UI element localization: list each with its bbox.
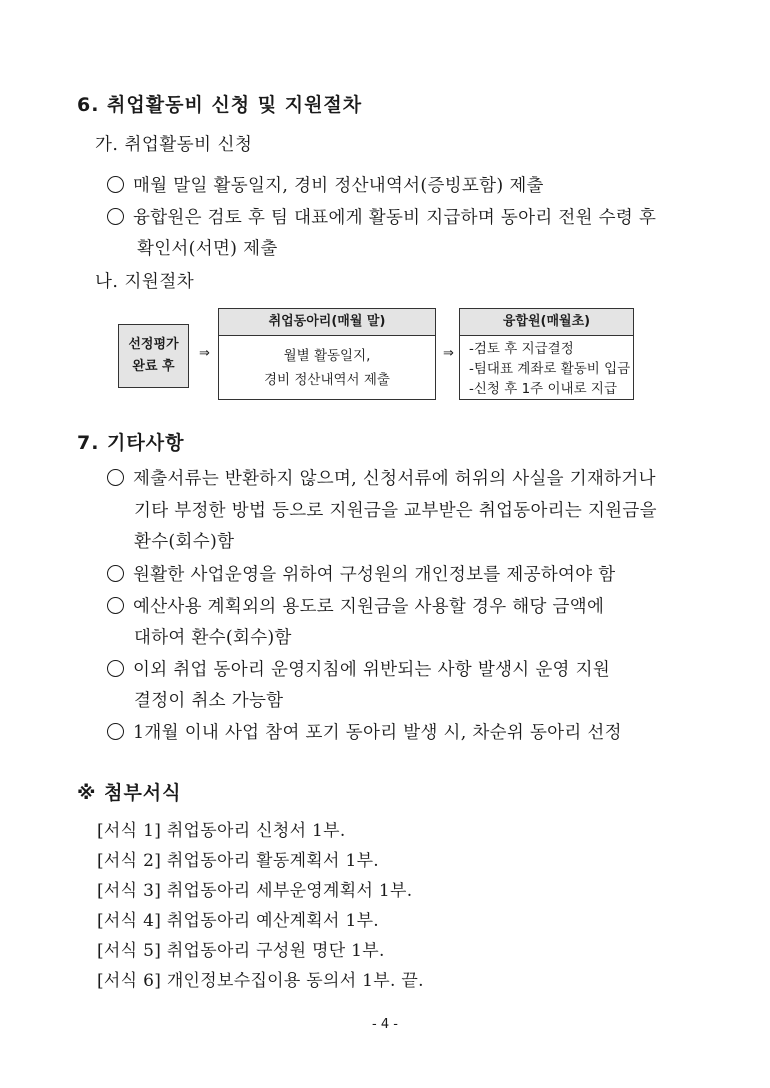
attachment-item: [서식 1] 취업동아리 신청서 1부. — [97, 821, 346, 841]
circle-bullet-icon — [107, 208, 124, 225]
list-item-continuation: 확인서(서면) 제출 — [137, 239, 278, 259]
circle-bullet-icon — [107, 660, 124, 677]
list-item: 예산사용 계획외의 용도로 지원금을 사용할 경우 해당 금액에 — [107, 593, 604, 618]
flow-box-selection-line2: 완료 후 — [132, 359, 175, 374]
list-item-continuation: 환수(회수)함 — [134, 532, 235, 552]
flow-box-institute — [459, 308, 634, 400]
circle-bullet-icon — [107, 597, 124, 614]
list-item-continuation: 결정이 취소 가능함 — [134, 691, 284, 711]
list-item: 융합원은 검토 후 팀 대표에게 활동비 지급하며 동아리 전원 수령 후 — [107, 204, 656, 229]
circle-bullet-icon — [107, 469, 124, 486]
flow-box-club — [218, 308, 436, 400]
flow-box-selection-line1: 선정평가 — [128, 337, 179, 352]
attachment-item: [서식 2] 취업동아리 활동계획서 1부. — [97, 851, 380, 871]
flow-box-institute-line2: -팀대표 계좌로 활동비 입금 — [469, 361, 631, 377]
list-item: 제출서류는 반환하지 않으며, 신청서류에 허위의 사실을 기재하거나 — [107, 465, 656, 490]
list-item-continuation: 기타 부정한 방법 등으로 지원금을 교부받은 취업동아리는 지원금을 — [134, 501, 657, 521]
attachments-heading: ※ 첨부서식 — [77, 782, 182, 804]
attachment-item: [서식 4] 취업동아리 예산계획서 1부. — [97, 911, 380, 931]
attachment-item: [서식 3] 취업동아리 세부운영계획서 1부. — [97, 881, 413, 901]
list-item: 1개월 이내 사업 참여 포기 동아리 발생 시, 차순위 동아리 선정 — [107, 719, 622, 744]
flow-box-club-line2: 경비 정산내역서 제출 — [264, 372, 390, 388]
attachment-item: [서식 6] 개인정보수집이용 동의서 1부. 끝. — [97, 971, 424, 991]
list-item: 이외 취업 동아리 운영지침에 위반되는 사항 발생시 운영 지원 — [107, 656, 610, 681]
arrow-right-icon: ⇒ — [199, 346, 210, 361]
list-item-continuation: 대하여 환수(회수)함 — [134, 628, 292, 648]
section6-sub-b: 나. 지원절차 — [95, 272, 195, 292]
attachment-item: [서식 5] 취업동아리 구성원 명단 1부. — [97, 941, 385, 961]
flow-box-institute-line3: -신청 후 1주 이내로 지급 — [469, 381, 617, 397]
circle-bullet-icon — [107, 723, 124, 740]
flow-box-club-line1: 월별 활동일지, — [283, 348, 371, 364]
list-item: 원활한 사업운영을 위하여 구성원의 개인정보를 제공하여야 함 — [107, 561, 616, 586]
flow-box-institute-line1: -검토 후 지급결정 — [469, 341, 574, 357]
flow-box-selection — [118, 324, 189, 388]
page-number: - 4 - — [372, 1017, 398, 1032]
section7-heading: 7. 기타사항 — [77, 432, 185, 454]
circle-bullet-icon — [107, 565, 124, 582]
flow-box-institute-title: 융합원(매월초) — [460, 309, 633, 336]
arrow-right-icon: ⇒ — [443, 346, 454, 361]
section6-sub-a: 가. 취업활동비 신청 — [95, 135, 253, 155]
section6-heading: 6. 취업활동비 신청 및 지원절차 — [77, 94, 363, 116]
flow-box-club-title: 취업동아리(매월 말) — [219, 309, 435, 336]
list-item: 매월 말일 활동일지, 경비 정산내역서(증빙포함) 제출 — [107, 172, 544, 197]
circle-bullet-icon — [107, 176, 124, 193]
